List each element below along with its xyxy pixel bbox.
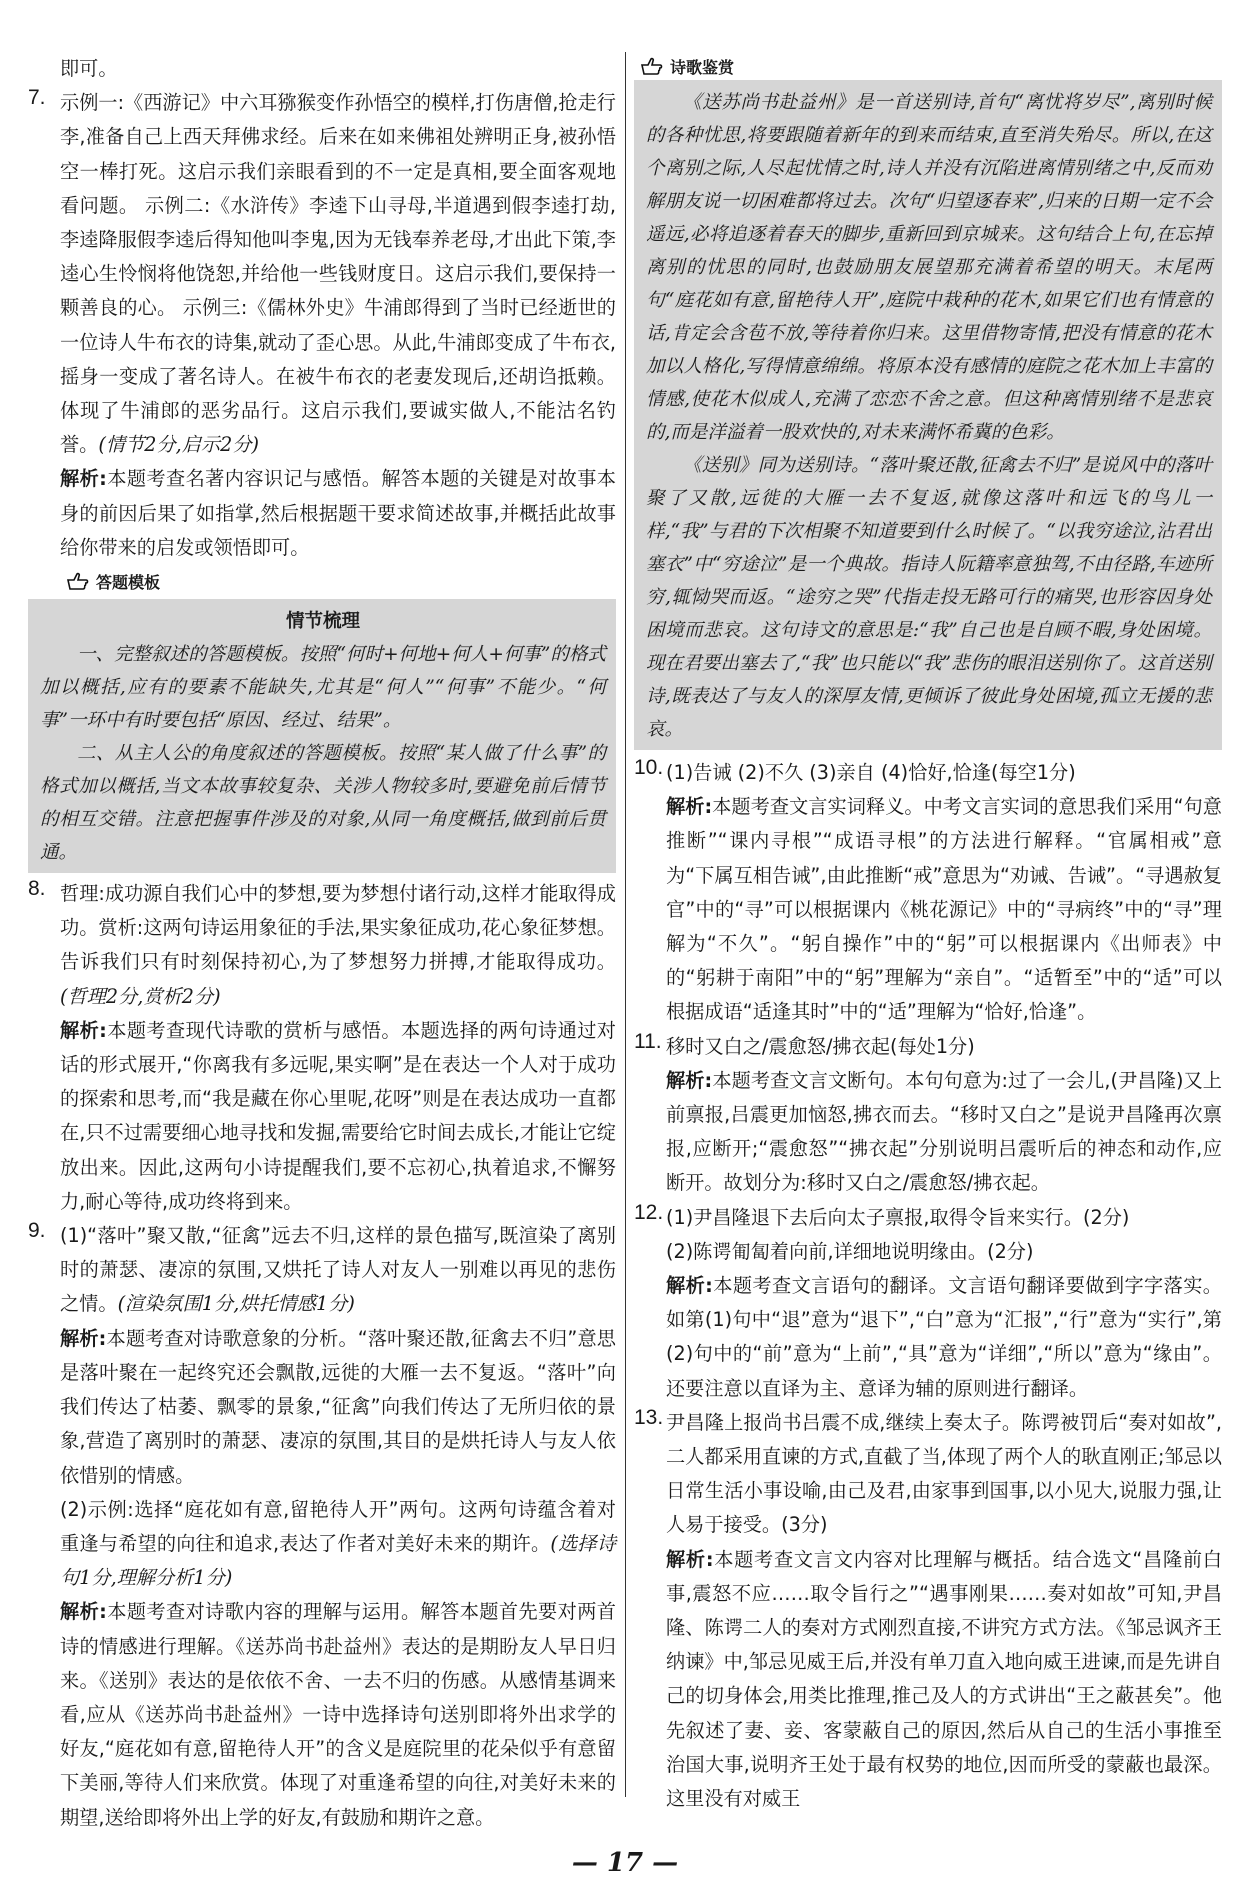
score-note: (渲染氛围1分,烘托情感1分) — [117, 1292, 355, 1316]
analysis-label: 解析: — [60, 1600, 107, 1624]
answer-part-1: (1)“落叶”聚又散,“征禽”远去不归,这样的景色描写,既渲染了离别时的萧瑟、凄凉的氛围,又烘托了诗人对友人一别难以再见的悲伤之情。 — [60, 1224, 616, 1316]
lead-text: 即可。 — [60, 57, 118, 80]
right-column — [634, 52, 1222, 1816]
question-9 — [28, 1219, 616, 1835]
answer-part-2: (2)示例:选择“庭花如有意,留艳待人开”两句。这两句诗蕴含着对重逢与希望的向往和追求,表达了作者对美好未来的期许。 — [60, 1497, 616, 1555]
poetry-appreciation-box — [634, 80, 1222, 750]
question-number: 11. — [634, 1029, 662, 1053]
analysis-text: 本题考查文言实词释义。中考文言实词的意思我们采用“句意推断”“课内寻根”“成语寻根”的方法进行解释。“官属相戒”意为“下属互相告诫”,由此推断“戒”意思为“劝诫、告诫”。“寻遇赦复官”中的“寻”可以根据课内《桃花源记》中的“寻病终”中的“寻”理解为“不久”。“躬自操作”中的“躬”可以根据课内《出师表》中的“躬耕于南阳”中的“躬”理解为“亲自”。“适暂至”中的“适”可以根据成语“适逢其时”中的“适”理解为“恰好,恰逢”。 — [666, 795, 1222, 1024]
question-number: 12. — [634, 1200, 664, 1224]
analysis-label: 解析: — [666, 1068, 713, 1092]
column-divider — [625, 52, 626, 1797]
question-number: 10. — [634, 756, 664, 779]
question-7 — [28, 86, 616, 565]
score-note: (情节2分,启示2分) — [98, 433, 259, 457]
template-title: 情节梳理 — [285, 611, 360, 633]
analysis-label: 解析: — [666, 795, 713, 819]
poetry-paragraph-2: 《送别》同为送别诗。“落叶聚还散,征禽去不归”是说风中的落叶聚了又散,远徙的大雁一去不复返,就像这落叶和远飞的鸟儿一样,“我”与君的下次相聚不知道要到什么时候了。“以我穷途泣,沾君出塞衣”中“穷途泣”是一个典故。指诗人阮籍率意独驾,不由径路,车迹所穷,辄恸哭而返。“途穷之哭”代指走投无路可行的痛哭,也形容因身处困境而悲哀。这句诗文的意思是:“我”自己也是自顾不暇,身处困境。现在君要出塞去了,“我”也只能以“我”悲伤的眼泪送别你了。这首送别诗,既表达了与友人的深厚友情,更倾诉了彼此身处困境,孤立无援的悲哀。 — [646, 455, 1212, 740]
answer-template-box — [28, 599, 616, 873]
template-paragraph-2: 二、从主人公的角度叙述的答题模板。按照“某人做了什么事”的格式加以概括,当文本故事较复杂、关涉人物较多时,要避免前后情节的相互交错。注意把握事件涉及的对象,从同一角度概括,做到前后贯通。 — [40, 743, 606, 864]
page-number: — 17 — — [571, 1848, 679, 1878]
analysis-label: 解析: — [60, 1018, 107, 1042]
template-paragraph-1: 一、完整叙述的答题模板。按照“何时+何地+何人+何事”的格式加以概括,应有的要素不能缺失,尤其是“何人”“何事”不能少。“何事”一环中有时要包括“原因、经过、结果”。 — [40, 644, 606, 732]
score-note: (哲理2分,赏析2分) — [60, 984, 221, 1008]
analysis-label: 解析: — [60, 467, 107, 491]
answer-text: 移时又白之/震愈怒/拂衣起(每处1分) — [666, 1034, 975, 1058]
answer-part-2: (2)陈谔匍匐着向前,详细地说明缘由。(2分) — [666, 1239, 1034, 1263]
question-number: 8. — [28, 877, 46, 901]
analysis-text: 本题考查文言文断句。本句句意为:过了一会儿,(尹昌隆)又上前禀报,吕震更加恼怒,拂衣而去。“移时又白之”是说尹昌隆再次禀报,应断开;“震愈怒”“拂衣起”分别说明吕震听后的神态和动作,应断开。故划分为:移时又白之/震愈怒/拂衣起。 — [666, 1068, 1222, 1195]
question-12 — [634, 1201, 1222, 1406]
analysis-label: 解析: — [666, 1547, 714, 1571]
answer-text: 哲理:成功源自我们心中的梦想,要为梦想付诸行动,这样才能取得成功。赏析:这两句诗运用象征的手法,果实象征成功,花心象征梦想。告诉我们只有时刻保持初心,为了梦想努力拼搏,才能取得成功。 — [60, 882, 616, 974]
question-10 — [634, 756, 1222, 1030]
question-13 — [634, 1406, 1222, 1816]
analysis-text: 本题考查文言语句的翻译。文言语句翻译要做到字字落实。如第(1)句中“退”意为“退下”,“白”意为“汇报”,“行”意为“实行”,第(2)句中的“前”意为“上前”,“具”意为“详细”,“所以”意为“缘由”。还要注意以直译为主、意译为辅的原则进行翻译。 — [666, 1274, 1222, 1400]
pointing-hand-icon — [66, 571, 90, 591]
analysis-text: 本题考查对诗歌内容的理解与运用。解答本题首先要对两首诗的情感进行理解。《送苏尚书赴益州》表达的是期盼友人早日归来。《送别》表达的是依依不舍、一去不归的伤感。从感情基调来看,应从《送苏尚书赴益州》一诗中选择诗句送别即将外出求学的好友,“庭花如有意,留艳待人开”的含义是庭院里的花朵似乎有意留下美丽,等待人们来欣赏。体现了对重逢希望的向往,对美好未来的期望,送给即将外出上学的好友,有鼓励和期许之意。 — [60, 1600, 616, 1829]
answer-part-1: (1)尹昌隆退下去后向太子禀报,取得令旨来实行。(2分) — [666, 1205, 1130, 1229]
poetry-appreciation-tag — [640, 52, 734, 80]
poetry-paragraph-1: 《送苏尚书赴益州》是一首送别诗,首句“离忧将岁尽”,离别时候的各种忧思,将要跟随着新年的到来而结束,直至消失殆尽。所以,在这个离别之际,人尽起忧情之时,诗人并没有沉陷进离情别绪之中,反而劝解朋友说一切困难都将过去。次句“归望逐春来”,归来的日期一定不会遥远,必将追逐着春天的脚步,重新回到京城来。这句结合上句,在忘掉离别的忧思的同时,也鼓励朋友展望那充满着希望的明天。末尾两句“庭花如有意,留艳待人开”,庭院中栽种的花木,如果它们也有情意的话,肯定会含苞不放,等待着你归来。这里借物寄情,把没有情意的花木加以人格化,写得情意绵绵。将原本没有感情的庭院之花木加上丰富的情感,使花木似成人,充满了恋恋不舍之意。但这种离情别绪不是悲哀的,而是洋溢着一股欢快的,对未来满怀希冀的色彩。 — [646, 92, 1212, 443]
question-number: 9. — [28, 1219, 46, 1243]
question-8 — [28, 877, 616, 1219]
question-number: 13. — [634, 1405, 664, 1429]
tag-label: 诗歌鉴赏 — [670, 57, 735, 77]
analysis-text: 本题考查名著内容识记与感悟。解答本题的关键是对故事本身的前因后果了如指掌,然后根据题干要求简述故事,并概括此故事给你带来的启发或领悟即可。 — [60, 467, 616, 559]
question-number: 7. — [28, 86, 46, 110]
analysis-text: 本题考查对诗歌意象的分析。“落叶聚还散,征禽去不归”意思是落叶聚在一起终究还会飘散,远徙的大雁一去不复返。“落叶”向我们传达了枯萎、飘零的景象,“征禽”向我们传达了无所归依的景象,营造了离别时的萧瑟、凄凉的氛围,其目的是烘托诗人与友人依依惜别的情感。 — [60, 1326, 616, 1487]
left-column — [28, 52, 616, 1835]
tag-label: 答题模板 — [96, 572, 161, 592]
answer-text: (1)告诫 (2)不久 (3)亲自 (4)恰好,恰逢(每空1分) — [666, 761, 1076, 784]
analysis-label: 解析: — [60, 1326, 107, 1350]
question-11 — [634, 1030, 1222, 1201]
answer-text: 尹昌隆上报尚书吕震不成,继续上奏太子。陈谔被罚后“奏对如故”,二人都采用直谏的方式,直截了当,体现了两个人的耿直刚正;邹忌以日常生活小事设喻,由己及君,由家事到国事,以小见大,说服力强,让人易于接受。(3分) — [666, 1410, 1222, 1537]
answer-template-tag — [66, 567, 160, 595]
score-note: (选择诗句1分,理解分析1分) — [60, 1531, 616, 1590]
analysis-text: 本题考查现代诗歌的赏析与感悟。本题选择的两句诗通过对话的形式展开,“你离我有多远呢,果实啊”是在表达一个人对于成功的探索和思考,而“我是藏在你心里呢,花呀”则是在表达成功一直都在,只不过需要细心地寻找和发掘,需要给它时间去成长,才能让它绽放出来。因此,这两句小诗提醒我们,要不忘初心,执着追求,不懈努力,耐心等待,成功终将到来。 — [60, 1018, 616, 1213]
pointing-hand-icon — [640, 56, 664, 76]
analysis-label: 解析: — [666, 1274, 713, 1298]
analysis-text: 本题考查文言文内容对比理解与概括。结合选文“昌隆前白事,震怒不应……取令旨行之”“遇事刚果……奏对如故”可知,尹昌隆、陈谔二人的奏对方式刚烈直接,不讲究方式方法。《邹忌讽齐王纳谏》中,邹忌见威王后,并没有单刀直入地向威王进谏,而是先讲自己的切身体会,用类比推理,推己及人的方式讲出“王之蔽甚矣”。他先叙述了妻、妾、客蒙蔽自己的原因,然后从自己的生活小事推至治国大事,说明齐王处于最有权势的地位,因而所受的蒙蔽也最深。这里没有对威王 — [666, 1547, 1222, 1811]
answer-text: 示例一:《西游记》中六耳猕猴变作孙悟空的模样,打伤唐僧,抢走行李,准备自己上西天拜佛求经。后来在如来佛祖处辨明正身,被孙悟空一棒打死。这启示我们亲眼看到的不一定是真相,要全面客观地看问题。 示例二:《水浒传》李逵下山寻母,半道遇到假李逵打劫,李逵降服假李逵后得知他叫李鬼,因为无钱奉养老母,才出此下策,李逵心生怜悯将他饶恕,并给他一些钱财度日。这启示我们,要保持一颗善良的心。 示例三:《儒林外史》牛浦郎得到了当时已经逝世的一位诗人牛布衣的诗集,就动了歪心思。从此,牛浦郎变成了牛布衣,摇身一变成了著名诗人。在被牛布衣的老妻发现后,还胡诌抵赖。体现了牛浦郎的恶劣品行。这启示我们,要诚实做人,不能沽名钓誉。 — [60, 91, 616, 457]
